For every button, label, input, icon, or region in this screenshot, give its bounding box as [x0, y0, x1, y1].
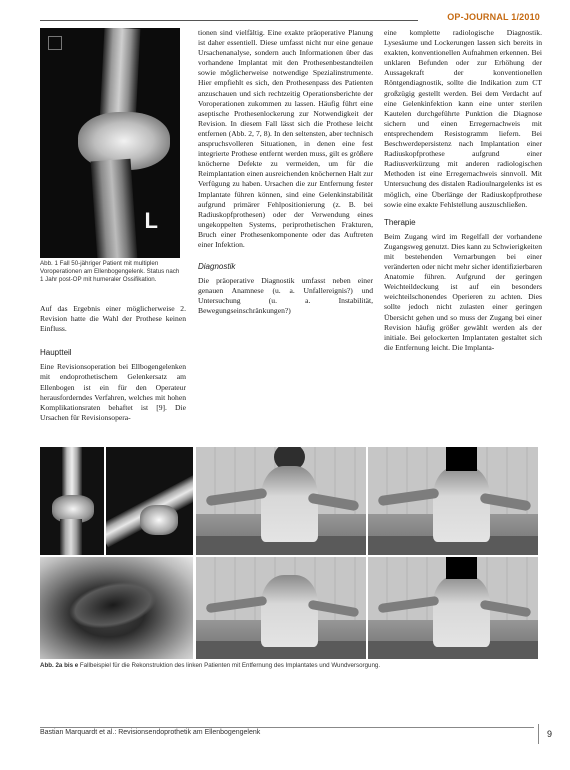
torso-shape — [261, 575, 319, 646]
torso-shape — [261, 466, 319, 542]
torso-shape — [433, 466, 491, 542]
bone-shape — [62, 447, 82, 502]
body-paragraph: eine komplette radiologische Diagnostik. Lysesäume und Lockerungen lassen sich bereits in exakten, konventionellen Aufnahmen erkennen. Bei unklaren Befunden oder zur Erhöhung der Aussagekraft der konventionellen Röntgendiagnostik, sollte die Indikation zum CT großzügig gestellt werden. Bei dem Verdacht auf eine Gelenkinfektion kann eine unter sterilen Kautelen durchgeführte Punktion die Diagnose sichern und einen Erregernachweis mit entsprechendem Resistogramm liefern. Bei Beschwerdepersistenz nach Implantation einer Radiuskopfprothese aufgrund einer Radiusverkürzung mit anderen radiologischen Methoden ist eine Erregernachweis sinnvoll. Mit Untersuchung des distalen Radioulnargelenks ist es möglich, eine Überlänge der Radiuskopfprothese sowie eine exakte Fehlstellung auszuschließen. — [384, 28, 542, 209]
body-paragraph: Die präoperative Diagnostik umfasst neben einer genauen Anamnese (u. a. Unfallereignis?) und Untersuchung (u. a. Instabilität, Bewegungseinschränkungen?) — [198, 276, 373, 316]
censor-bar — [446, 447, 477, 471]
forearm-shape — [91, 159, 138, 258]
torso-shape — [433, 575, 491, 646]
text-column-middle — [198, 28, 373, 317]
footer-rule — [40, 727, 534, 728]
xray-image-ap — [40, 447, 104, 555]
text-column-left — [40, 304, 186, 423]
footer-divider — [538, 724, 539, 744]
xray-image-lateral — [106, 447, 193, 555]
side-marker: L — [144, 208, 158, 233]
patient-photo-pronation — [196, 557, 366, 659]
xray-image-figure1 — [40, 28, 180, 258]
figure2-grid — [40, 447, 538, 659]
text-column-right — [384, 28, 542, 353]
patient-photo-supination — [368, 557, 538, 659]
humerus-shape — [100, 28, 141, 124]
heading-hauptteil: Hauptteil — [40, 348, 72, 358]
figure2-caption-text: Fallbeispiel für die Rekonstruktion des linken Patienten mit Entfernung des Implantates und Wundversorgung. — [79, 662, 381, 669]
censor-bar — [446, 557, 477, 579]
heading-therapie: Therapie — [384, 217, 416, 227]
figure2-label: Abb. 2a bis e — [40, 662, 79, 669]
figure2-caption — [40, 662, 538, 669]
page-number: 9 — [546, 729, 552, 739]
running-footer: Bastian Marquardt et al.: Revisionsendoprothetik am Ellenbogengelenk — [40, 729, 261, 736]
body-paragraph: Eine Revisionsoperation bei Ellbogengelenken mit endoprothetischem Gelenkersatz am Ellenbogen ist ein für den Operateur herausforderndes Verfahren, welches mit hohen Komplikationsraten behaftet ist [9]. Die Ursachen für Revisionsopera- — [40, 362, 186, 422]
body-paragraph: Beim Zugang wird im Regelfall der vorhandene Zugangsweg genutzt. Dies kann zu Schwierigkeiten mit bestehenden Vernarbungen bei einer veränderten oder nicht mehr sicher identifizierbaren Anatomie führen. Aufgrund der geringen Weichteildeckung ist auf ein besonders weichteilschonendes Operieren zu achten. Dies sollte jedoch nicht zulasten einer geringen Übersicht gehen und so muss der Zugang bei einer Revision häufig größer gewählt werden als der initiale. Bei gelockerten Implantaten gestaltet sich die Entfernung leicht. Die Implanta- — [384, 231, 542, 352]
bone-shape — [60, 519, 82, 555]
wound-photo — [40, 557, 193, 659]
figure1-caption: Abb. 1 Fall 50-jähriger Patient mit multiplen Voroperationen am Ellenbogengelenk. Status nach 1 Jahr post-OP mit humeraler Ossifikation. — [40, 260, 180, 284]
heading-diagnostik: Diagnostik — [198, 262, 236, 272]
wound-shape — [64, 574, 161, 636]
scale-marker — [48, 36, 62, 50]
joint-shape — [140, 505, 178, 535]
intro-paragraph: Auf das Ergebnis einer möglicherweise 2. Revision hatte die Wahl der Prothese keinen Einfluss. — [40, 304, 186, 334]
header-rule — [40, 20, 418, 21]
patient-photo-flexion — [196, 447, 366, 555]
journal-title: OP-JOURNAL 1/2010 — [447, 12, 540, 22]
body-paragraph: tionen sind vielfältig. Eine exakte präoperative Planung ist daher essentiell. Diese umfasst nicht nur eine genaue Ursachenanalyse, sondern auch Informationen über das vorhandene Implantat mit den Prothesenbestandteilen sowie möglicherweise notwendige Spezialinstrumente. Hier empfiehlt es sich, den Prothesenpass des Patienten anzuschauen und sich rechtzeitig Operationsberichte der Voroperationen zukommen zu lassen. Häufig führt eine aseptische Prothesenlockerung zur Notwendigkeit der Revision. In diesem Fall lässt sich die Prothese leicht entfernen (Abb. 2, 7, 8). In den seltensten, aber technisch anspruchsvolleren Situationen, in denen eine fest integrierte Prothese entfernt werden muss, gilt es größere knöcherne Defekte zu vermeiden, um für die Reimplantation einen ausreichenden knöchernen Halt zur Verfügung zu haben. Ursachen die zur Entfernung fester Implantate führen können, sind eine Gelenkinstabilität aufgrund primärer Fehlpositionierung (z. B. bei Radiuskopfprothesen) oder der Verwendung eines ungekoppelten Systems, periprothetischen Frakturen, Bruch einer Prothesenkomponente oder das Auftreten einer Infektion. — [198, 28, 373, 249]
patient-photo-extension — [368, 447, 538, 555]
